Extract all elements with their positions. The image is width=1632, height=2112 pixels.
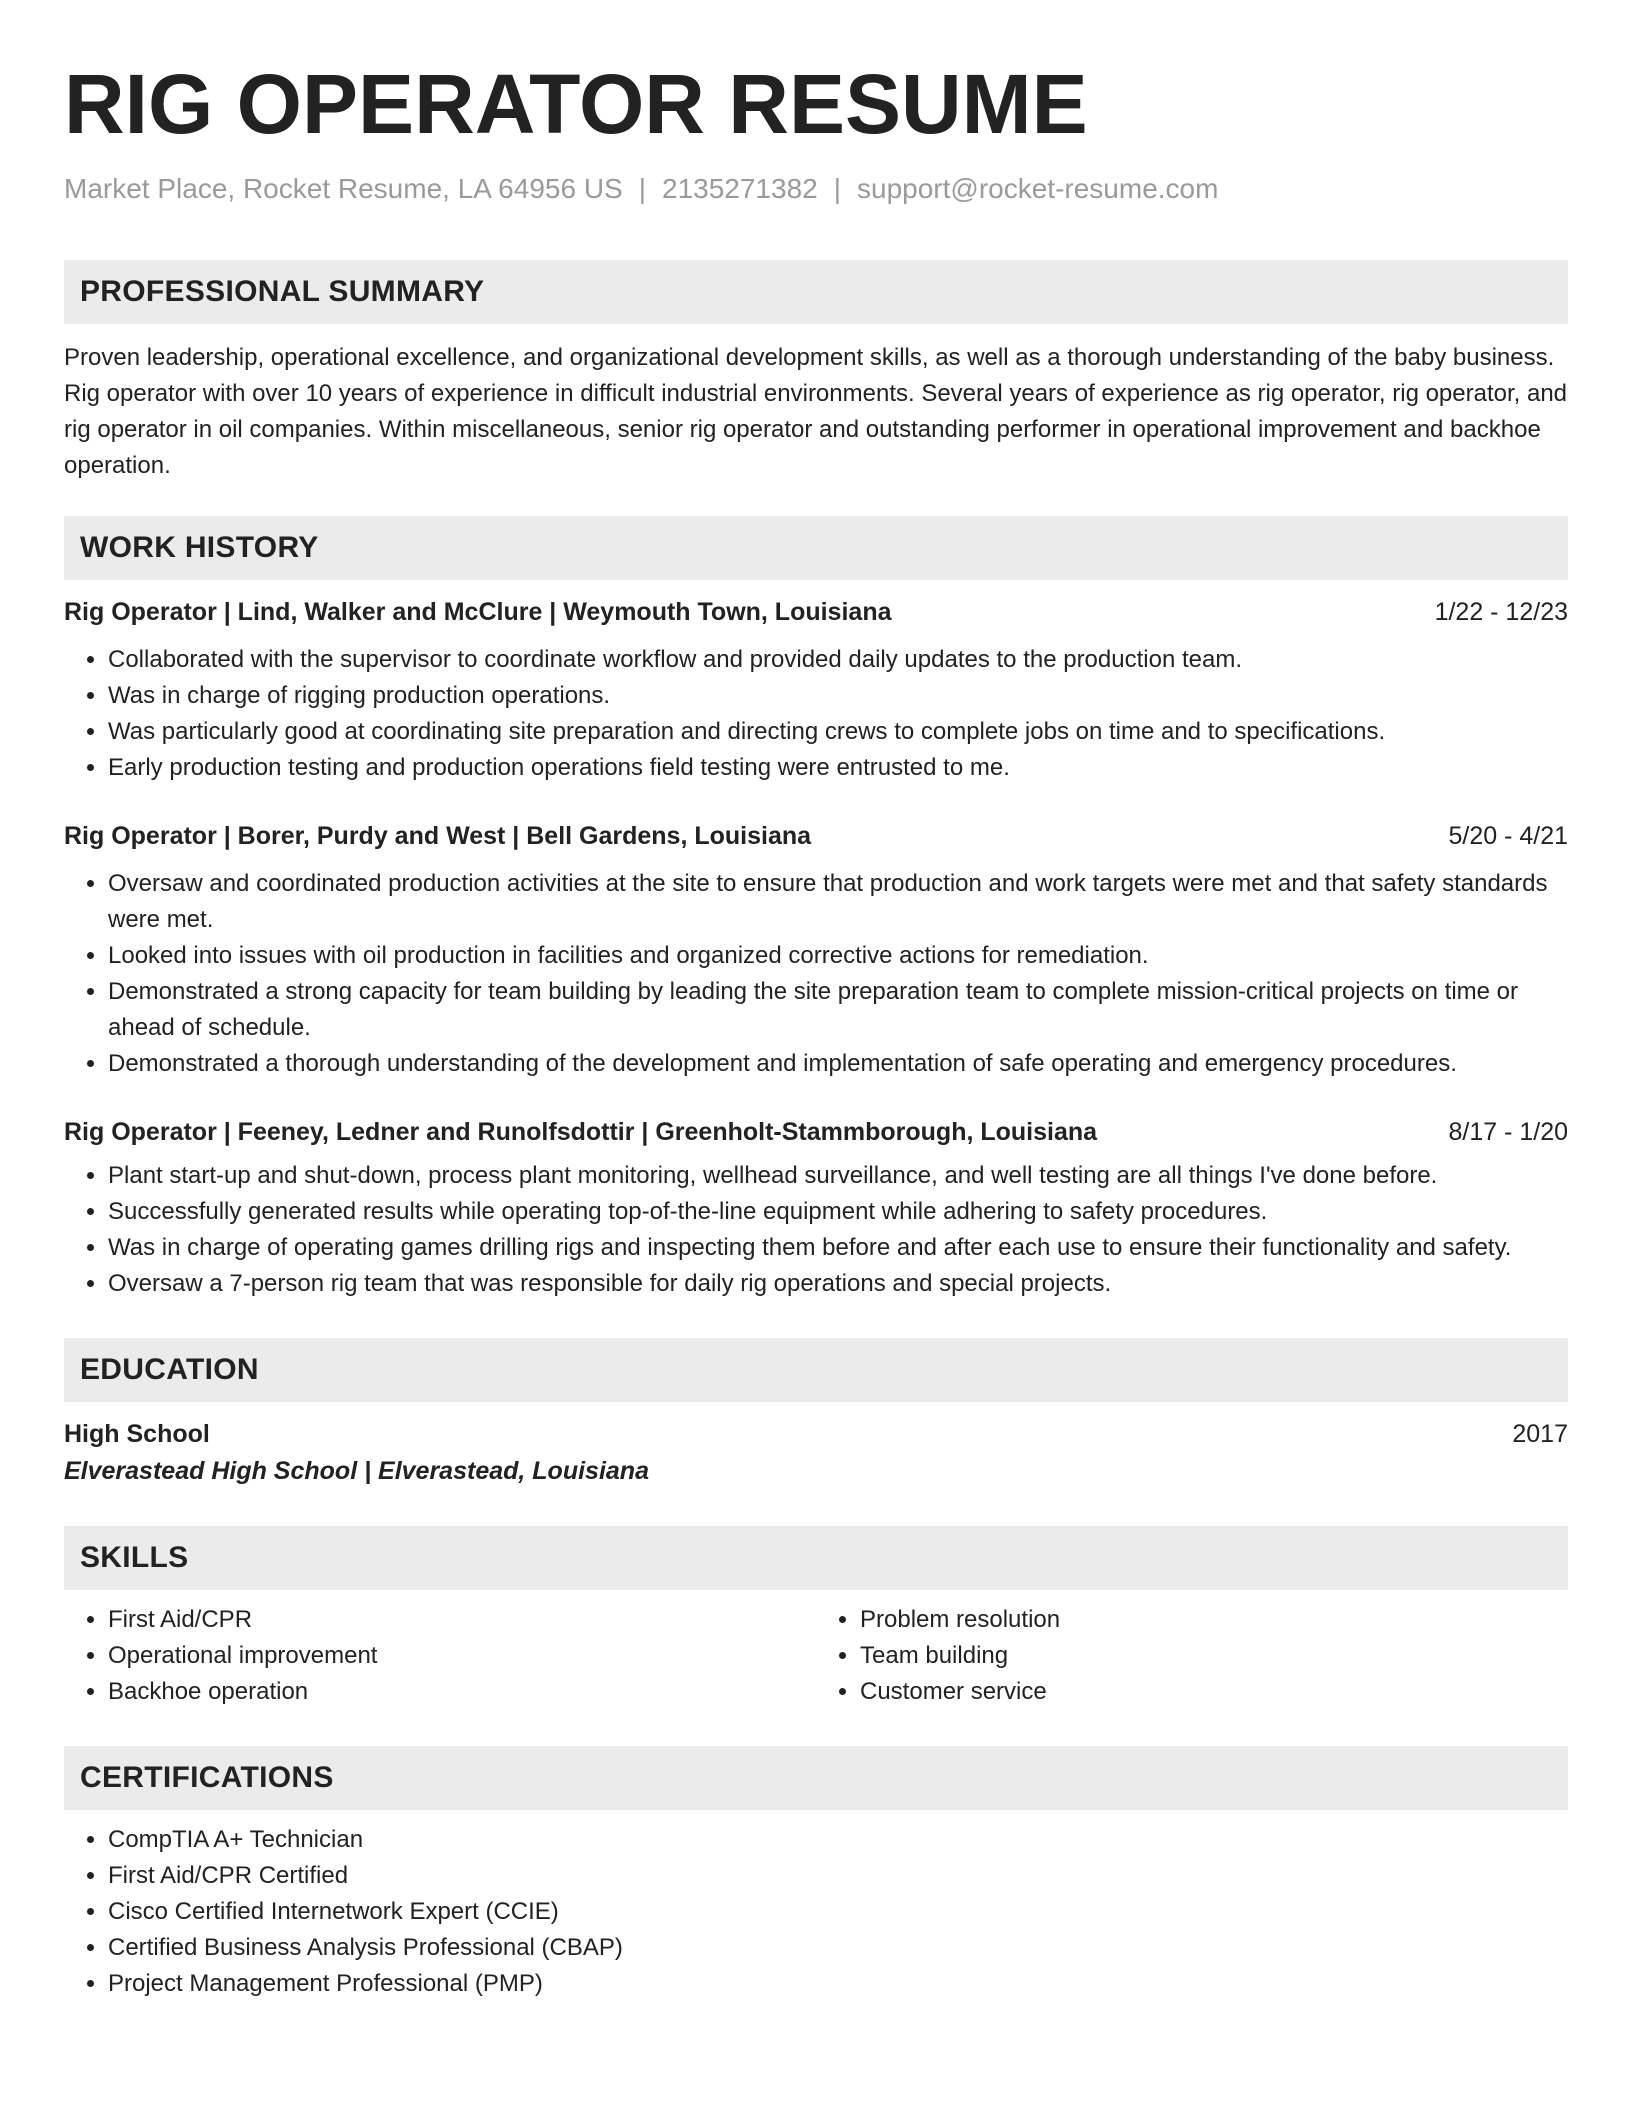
job-bullets — [64, 1158, 1568, 1302]
job-title: Rig Operator | Feeney, Ledner and Runolfsdottir | Greenholt-Stammborough, Louisiana — [64, 1118, 1098, 1146]
list-item: • Customer service — [860, 1674, 1568, 1710]
job-header — [64, 594, 1568, 630]
job-bullets — [64, 642, 1568, 786]
list-item: • Looked into issues with oil production in facilities and organized corrective actions for remediation. — [108, 938, 1568, 974]
summary-text: Proven leadership, operational excellence, and organizational development skills, as well as a thorough understanding of the baby business. Rig operator with over 10 years of experience in difficult industrial environments. Several years of experience as rig operator, rig operator, and rig operator in oil companies. Within miscellaneous, senior rig operator and outstanding performer in operational improvement and backhoe operation. — [64, 344, 1568, 479]
list-item: • CompTIA A+ Technician — [108, 1822, 1568, 1858]
certifications-list — [64, 1822, 1568, 2002]
list-item: • Early production testing and production operations field testing were entrusted to me. — [108, 750, 1568, 786]
education-header — [64, 1416, 1568, 1452]
list-item: • Project Management Professional (PMP) — [108, 1966, 1568, 2002]
work-history-heading: WORK HISTORY — [64, 516, 1568, 580]
certifications-heading: CERTIFICATIONS — [64, 1746, 1568, 1810]
list-item: • First Aid/CPR Certified — [108, 1858, 1568, 1894]
skills-list-right — [816, 1602, 1568, 1710]
job-header — [64, 818, 1568, 854]
list-item: • Demonstrated a strong capacity for team building by leading the site preparation team to complete mission-critical projects on time or ahead of schedule. — [108, 974, 1568, 1046]
list-item: • Certified Business Analysis Professional (CBAP) — [108, 1930, 1568, 1966]
skills-heading: SKILLS — [64, 1526, 1568, 1590]
contact-address: Market Place, Rocket Resume, LA 64956 US — [64, 173, 623, 204]
job-dates: 8/17 - 1/20 — [1448, 1118, 1568, 1146]
list-item: • Team building — [860, 1638, 1568, 1674]
job-bullets — [64, 866, 1568, 1082]
education-heading: EDUCATION — [64, 1338, 1568, 1402]
summary-heading: PROFESSIONAL SUMMARY — [64, 260, 1568, 324]
education-degree: High School — [64, 1420, 210, 1448]
list-item: • Successfully generated results while operating top-of-the-line equipment while adhering to safety procedures. — [108, 1194, 1568, 1230]
contact-separator: | — [833, 173, 842, 204]
list-item: • Oversaw and coordinated production activities at the site to ensure that production and work targets were met and that safety standards were met. — [108, 866, 1568, 938]
list-item: • Plant start-up and shut-down, process plant monitoring, wellhead surveillance, and well testing are all things I've done before. — [108, 1158, 1568, 1194]
list-item: • Was particularly good at coordinating site preparation and directing crews to complete jobs on time and to specifications. — [108, 714, 1568, 750]
job-title: Rig Operator | Borer, Purdy and West | Bell Gardens, Louisiana — [64, 822, 812, 850]
job-entry — [64, 818, 1568, 1082]
list-item: • Demonstrated a thorough understanding of the development and implementation of safe operating and emergency procedures. — [108, 1046, 1568, 1082]
job-dates: 1/22 - 12/23 — [1434, 598, 1568, 626]
job-entry — [64, 594, 1568, 786]
list-item: • Oversaw a 7-person rig team that was responsible for daily rig operations and special projects. — [108, 1266, 1568, 1302]
job-header — [64, 1114, 1568, 1150]
job-title: Rig Operator | Lind, Walker and McClure | Weymouth Town, Louisiana — [64, 598, 892, 626]
education-entry — [64, 1416, 1568, 1490]
resume-title: RIG OPERATOR RESUME — [64, 57, 1088, 151]
contact-phone: 2135271382 — [662, 173, 818, 204]
list-item: • Collaborated with the supervisor to coordinate workflow and provided daily updates to the production team. — [108, 642, 1568, 678]
contact-line — [64, 172, 1568, 206]
list-item: • Was in charge of rigging production operations. — [108, 678, 1568, 714]
list-item: • Cisco Certified Internetwork Expert (CCIE) — [108, 1894, 1568, 1930]
skills-grid — [64, 1590, 1568, 1710]
list-item: • Backhoe operation — [108, 1674, 816, 1710]
list-item: • First Aid/CPR — [108, 1602, 816, 1638]
education-year: 2017 — [1512, 1420, 1568, 1448]
contact-separator: | — [638, 173, 646, 204]
contact-email: support@rocket-resume.com — [857, 173, 1219, 204]
education-school: Elverastead High School | Elverastead, Louisiana — [64, 1457, 649, 1485]
job-dates: 5/20 - 4/21 — [1448, 822, 1568, 850]
list-item: • Problem resolution — [860, 1602, 1568, 1638]
list-item: • Operational improvement — [108, 1638, 816, 1674]
skills-list-left — [64, 1602, 816, 1710]
list-item: • Was in charge of operating games drilling rigs and inspecting them before and after each use to ensure their functionality and safety. — [108, 1230, 1568, 1266]
job-entry — [64, 1114, 1568, 1302]
